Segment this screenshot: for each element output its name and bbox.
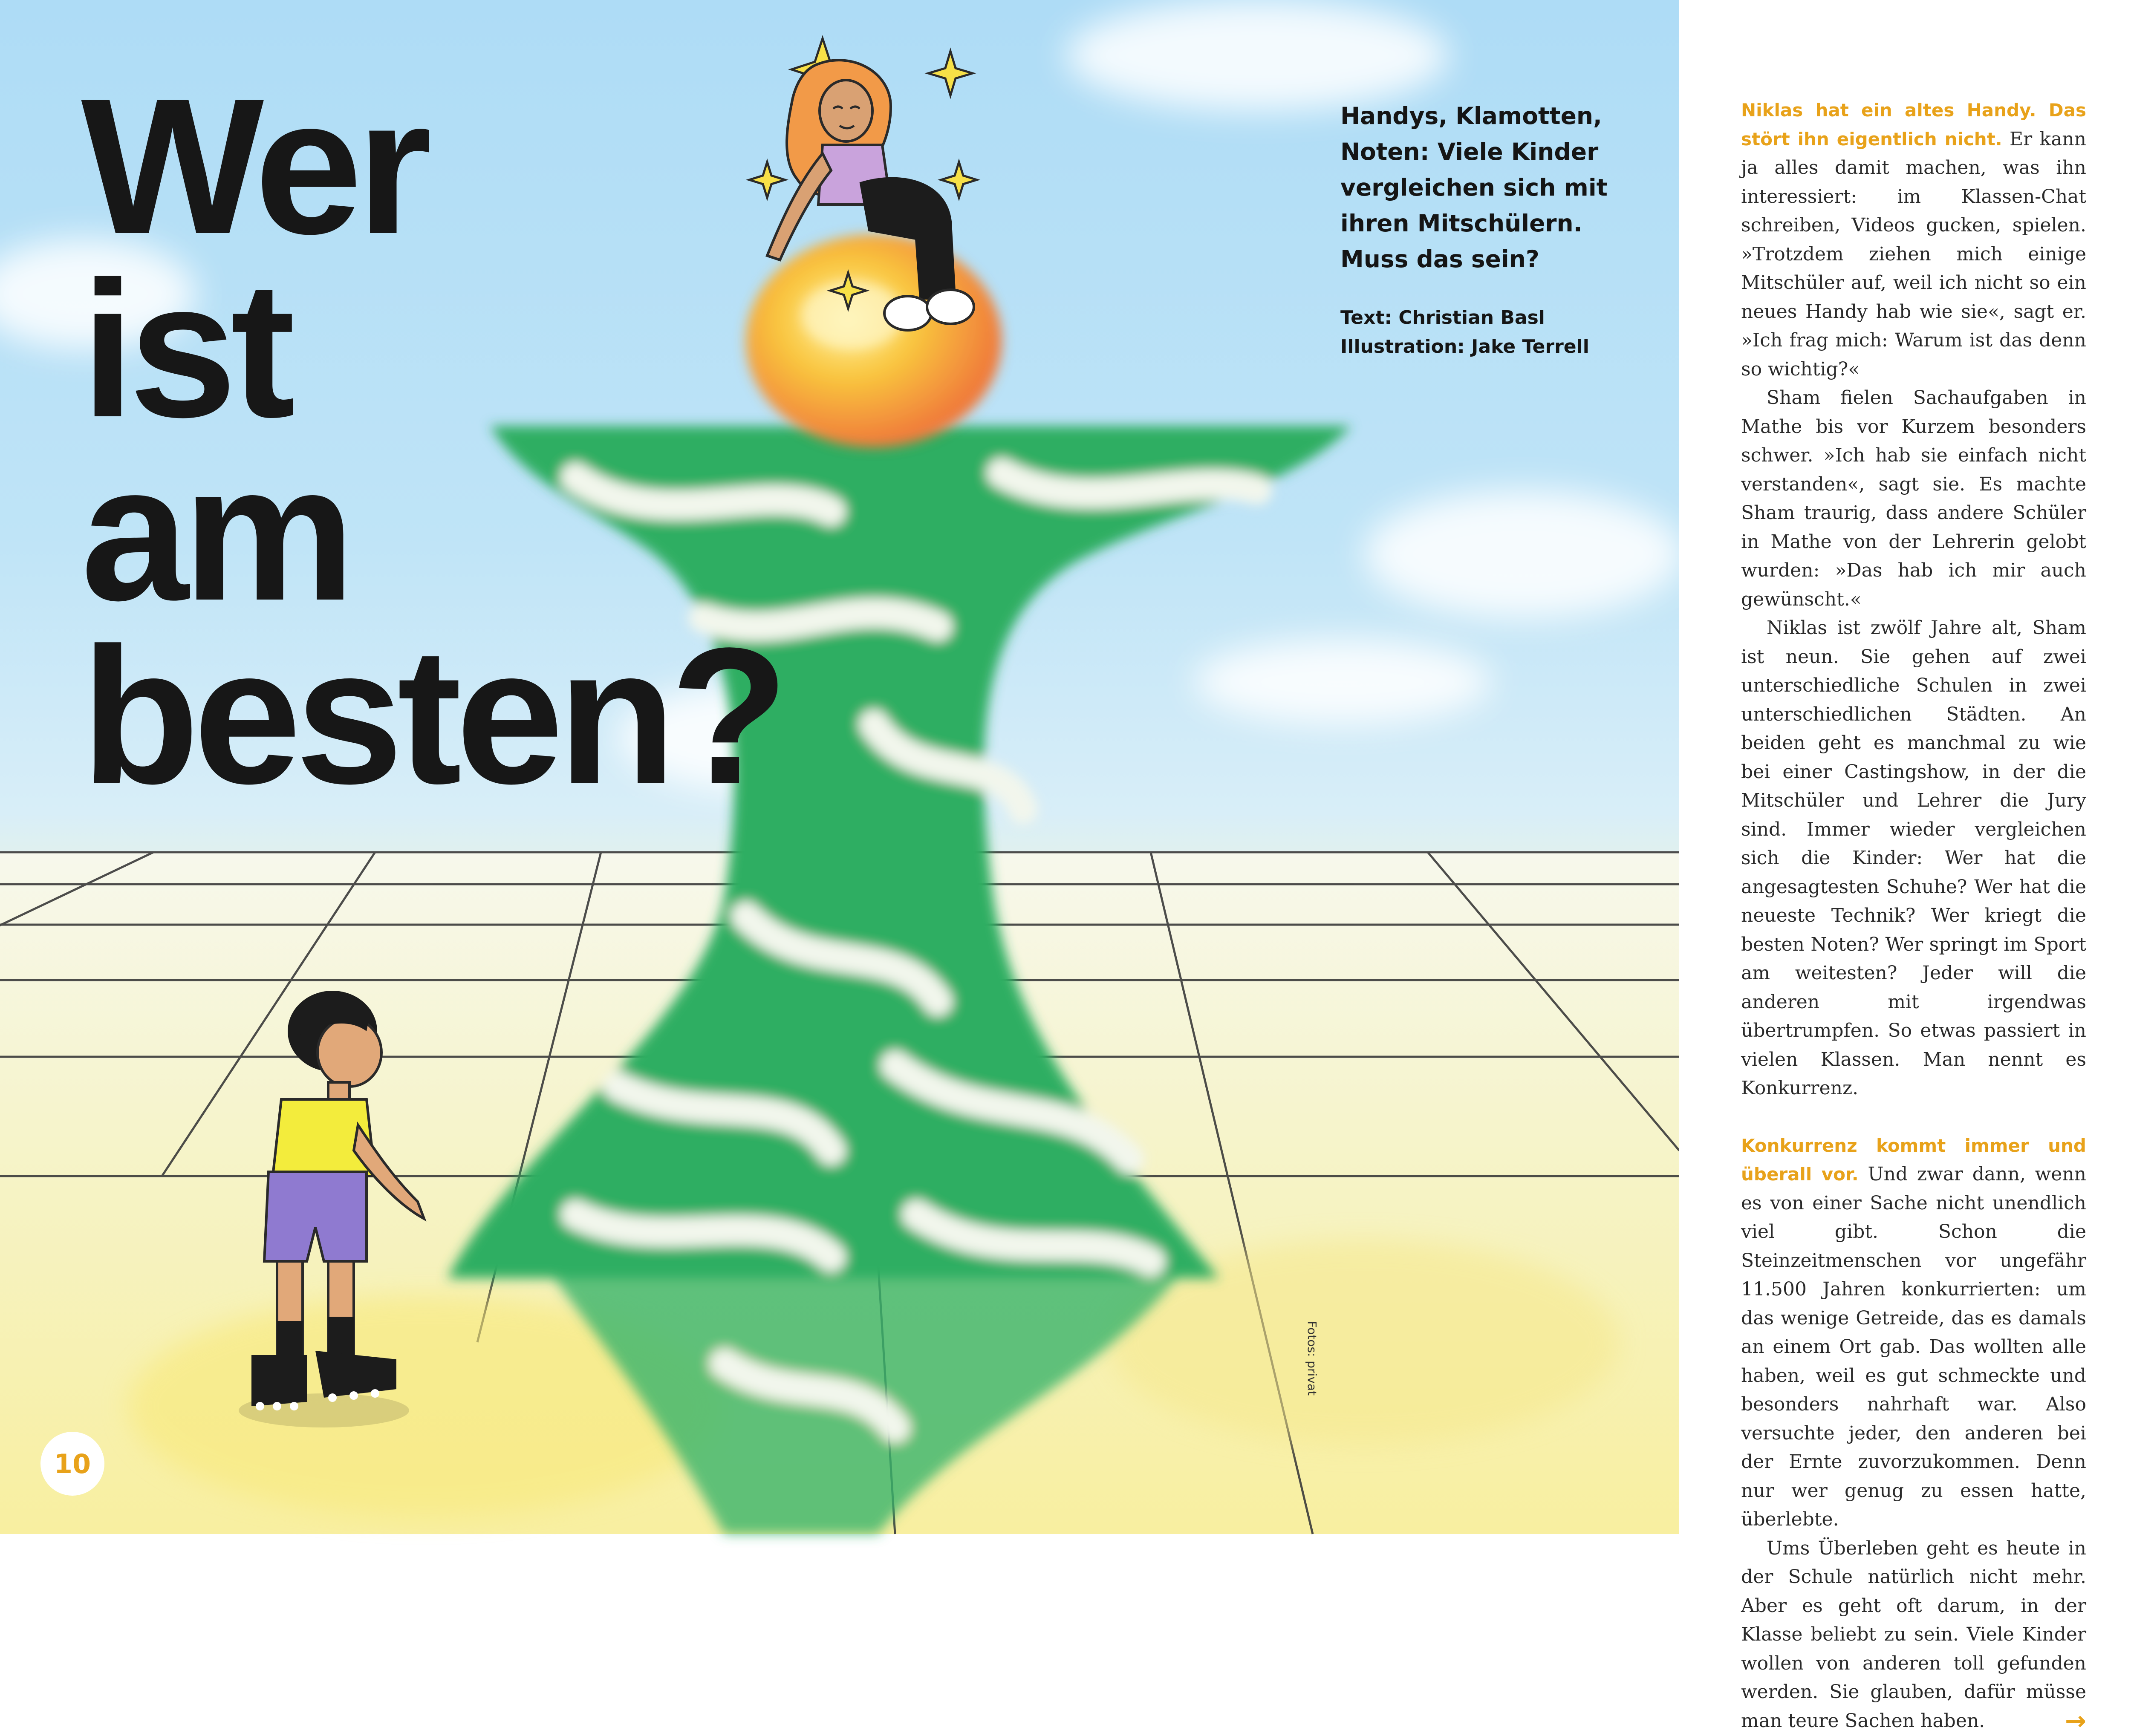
article-body xyxy=(1741,96,2086,1735)
title-line: Wer xyxy=(81,58,426,274)
lead-in: Konkurrenz kommt immer und überall vor. xyxy=(1741,1135,2086,1185)
intro-text: Handys, Klamotten, Noten: Viele Kinder vergleichen sich mit ihren Mitschülern. Muss das sein? xyxy=(1340,102,1608,273)
text-credit: Text: Christian Basl xyxy=(1340,307,1545,329)
title-line: am xyxy=(81,424,349,641)
arrow-right-icon[interactable]: → xyxy=(2065,1706,2086,1736)
golden-orb xyxy=(746,234,1002,447)
page-number-left: 10 xyxy=(40,1432,104,1496)
article-paragraph: Niklas ist zwölf Jahre alt, Sham ist neun. Sie gehen auf zwei unterschiedliche Schulen in zwei unterschiedlichen Städten. An beiden geht es manchmal zu wie bei einer Castingshow, in der die Mitschüler und Lehrer die Jury sind. Immer wieder vergleichen sich die Kinder: Wer hat die angesagtesten Schuhe? Wer hat die neueste Technik? Wer kriegt die besten Noten? Wer springt im Sport am weitesten? Jeder will die anderen mit irgendwas übertrumpfen. So etwas passiert in vielen Klassen. Man nennt es Konkurrenz. xyxy=(1741,617,2086,1099)
paragraph-text: Ums Überleben geht es heute in der Schule natürlich nicht mehr. Aber es geht oft darum, in der Klasse beliebt zu sein. Viele Kinder wollen von anderen toll gefunden werden. Sie glauben, dafür müsse man teure Sachen haben. xyxy=(1741,1537,2086,1732)
article-paragraph xyxy=(1741,1534,2086,1736)
illustration-credit: Illustration: Jake Terrell xyxy=(1340,336,1589,358)
title-line: ist xyxy=(81,241,289,458)
article-paragraph xyxy=(1741,96,2086,384)
article-paragraph: Sham fielen Sachaufgaben in Mathe bis vor Kurzem besonders schwer. »Ich hab sie einfach nicht verstanden«, sagt sie. Es machte Sham traurig, dass andere Schüler in Mathe von der Lehrerin gelobt wurden: »Das hab ich mir auch gewünscht.« xyxy=(1741,387,2086,610)
credits xyxy=(1340,303,1613,361)
right-page xyxy=(1679,0,2131,1736)
article-paragraph xyxy=(1741,1131,2086,1534)
paragraph-text: Er kann ja alles damit machen, was ihn interessiert: im Klassen-Chat schreiben, Videos gucken, spielen. »Trotzdem ziehen mich einige Mitschüler auf, weil ich nicht so ein neues Handy hab wie sie«, sagt er. »Ich frag mich: Warum ist das denn so wichtig?« xyxy=(1741,128,2086,380)
lead-in: Niklas hat ein altes Handy. Das stört ihn eigentlich nicht. xyxy=(1741,100,2086,150)
paragraph-text: Und zwar dann, wenn es von einer Sache nicht unendlich viel gibt. Schon die Steinzeitmenschen vor ungefähr 11.500 Jahren konkurrierten: um das wenige Getreide, das es damals an einem Ort gab. Das wollten alle haben, weil es gut schmeckte und besonders nahrhaft war. Also versuchte jeder, den anderen bei der Ernte zuvorzukommen. Denn nur wer genug zu essen hatte, überlebte. xyxy=(1741,1163,2086,1530)
title-line: besten? xyxy=(81,608,783,824)
page-title xyxy=(81,58,783,824)
photo-credit: Fotos: privat xyxy=(1305,1321,1319,1396)
